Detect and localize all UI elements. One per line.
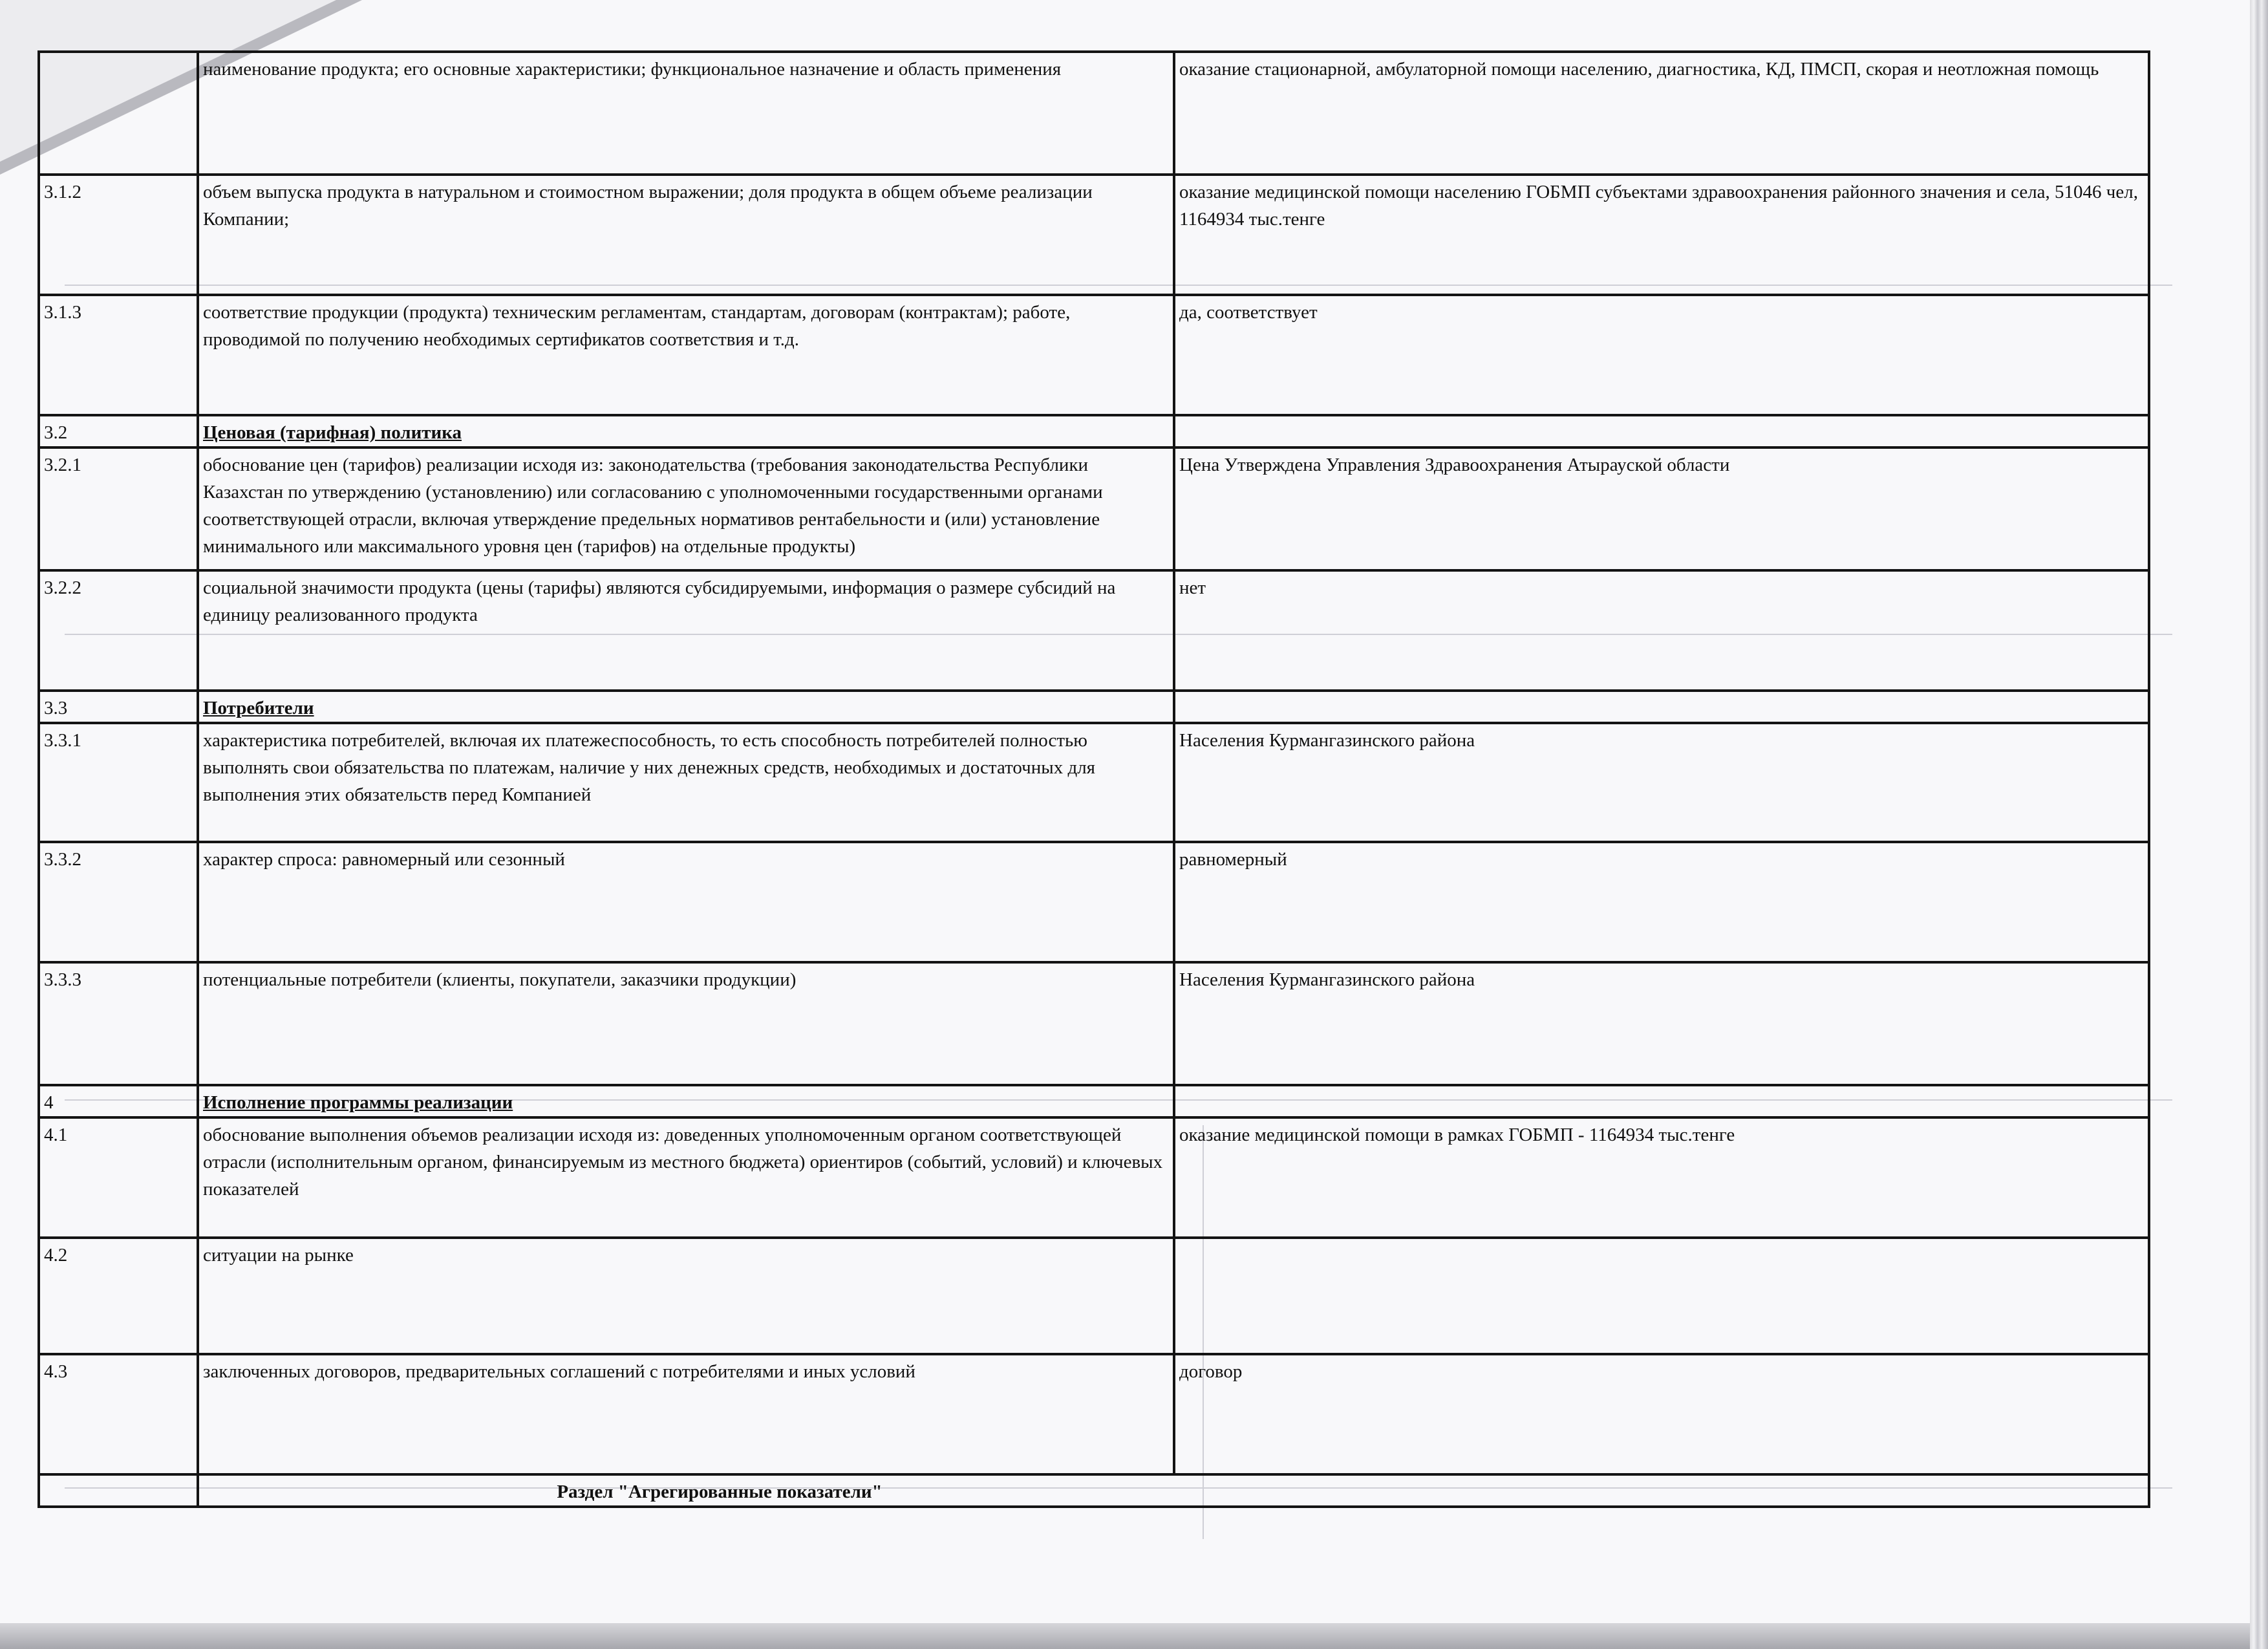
row-description: ситуации на рынке [198,1238,1174,1354]
row-value: да, соответствует [1174,295,2149,415]
row-description: социальной значимости продукта (цены (тарифы) являются субсидируемыми, информация о размере субсидий на единицу реализованного продукта [198,570,1174,691]
row-number: 3.2.2 [39,570,198,691]
row-description: потенциальные потребители (клиенты, покупатели, заказчики продукции) [198,962,1174,1085]
row-value: Населения Курмангазинского района [1174,723,2149,842]
table-row [39,570,2149,691]
section-number: 4 [39,1085,198,1117]
row-description: обоснование выполнения объемов реализации исходя из: доведенных уполномоченным органом соответствующей отрасли (исполнительным органом, финансируемым из местного бюджета) ориентиров (событий, условий) и ключевых показателей [198,1117,1174,1238]
row-value: договор [1174,1354,2149,1474]
table-row [39,175,2149,295]
row-value: оказание медицинской помощи населению ГОБМП субъектами здравоохранения районного значения и села, 51046 чел, 1164934 тыс.тенге [1174,175,2149,295]
row-number: 3.1.3 [39,295,198,415]
section-empty-cell [1174,1085,2149,1117]
row-number [39,52,198,175]
section-number: 3.2 [39,415,198,447]
section-empty-cell [1174,691,2149,723]
row-number: 4.2 [39,1238,198,1354]
row-value: Цена Утверждена Управления Здравоохранения Атырауской области [1174,447,2149,570]
section-header-row [39,1085,2149,1117]
section-heading-aggregated [198,1474,2149,1507]
footer-empty-cell [39,1474,198,1507]
footer-row [39,1474,2149,1507]
row-description: характеристика потребителей, включая их платежеспособность, то есть способность потребителей полностью выполнять свои обязательства по платежам, наличие у них денежных средств, необходимых и достаточных для выполнения этих обязательств перед Компанией [198,723,1174,842]
table-row [39,1117,2149,1238]
table-row [39,295,2149,415]
table-row [39,52,2149,175]
section-header-row [39,415,2149,447]
row-value: равномерный [1174,842,2149,962]
row-description: характер спроса: равномерный или сезонный [198,842,1174,962]
row-number: 3.2.1 [39,447,198,570]
row-value: оказание медицинской помощи в рамках ГОБМП - 1164934 тыс.тенге [1174,1117,2149,1238]
section-title: Потребители [198,691,1174,723]
row-description: обоснование цен (тарифов) реализации исходя из: законодательства (требования законодательства Республики Казахстан по утверждению (установлению) или согласованию с уполномоченными государственными органами соответствующей отрасли, включая утверждение предельных нормативов рентабельности и (или) установление минимального или максимального уровня цен (тарифов) на отдельные продукты) [198,447,1174,570]
row-value: нет [1174,570,2149,691]
table-row [39,447,2149,570]
footer-title-text: Раздел "Агрегированные показатели" [557,1482,883,1503]
row-value: Населения Курмангазинского района [1174,962,2149,1085]
table-row [39,723,2149,842]
row-number: 3.3.1 [39,723,198,842]
row-number: 3.3.3 [39,962,198,1085]
page-stack-edge [2250,0,2268,1649]
table-row [39,842,2149,962]
table-row [39,1238,2149,1354]
section-header-row [39,691,2149,723]
row-value [1174,1238,2149,1354]
row-number: 4.1 [39,1117,198,1238]
section-number: 3.3 [39,691,198,723]
row-number: 3.3.2 [39,842,198,962]
scanner-bed [0,1623,2250,1649]
row-description: наименование продукта; его основные характеристики; функциональное назначение и область применения [198,52,1174,175]
row-description: объем выпуска продукта в натуральном и стоимостном выражении; доля продукта в общем объеме реализации Компании; [198,175,1174,295]
row-description: заключенных договоров, предварительных соглашений с потребителями и иных условий [198,1354,1174,1474]
report-table [37,50,2150,1508]
row-value: оказание стационарной, амбулаторной помощи населению, диагностика, КД, ПМСП, скорая и неотложная помощь [1174,52,2149,175]
section-title: Ценовая (тарифная) политика [198,415,1174,447]
table-row [39,962,2149,1085]
row-description: соответствие продукции (продукта) техническим регламентам, стандартам, договорам (контрактам); работе, проводимой по получению необходимых сертификатов соответствия и т.д. [198,295,1174,415]
section-empty-cell [1174,415,2149,447]
table-row [39,1354,2149,1474]
row-number: 3.1.2 [39,175,198,295]
row-number: 4.3 [39,1354,198,1474]
section-title: Исполнение программы реализации [198,1085,1174,1117]
